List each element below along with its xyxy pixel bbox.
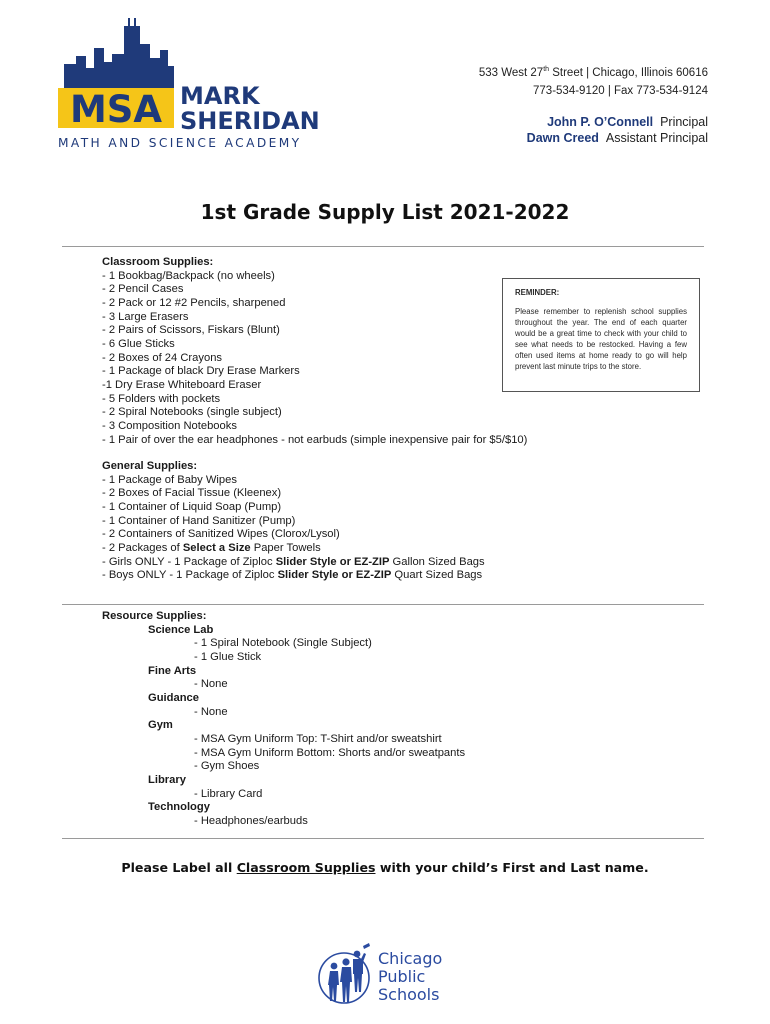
classroom-supplies (102, 256, 527, 447)
address-street: 533 West 27th Street | Chicago, Illinois 60616 (478, 66, 708, 79)
resource-section-technology: Technology (148, 801, 210, 814)
list-item: - MSA Gym Uniform Bottom: Shorts and/or sweatpants (194, 746, 466, 759)
resource-section-science-lab: Science Lab (148, 623, 214, 636)
list-item: - Headphones/earbuds (194, 814, 308, 827)
staff-assistant-principal: Dawn Creed Assistant Principal (526, 131, 708, 145)
list-item: - 2 Spiral Notebooks (single subject) (102, 406, 282, 419)
list-item: - 2 Pack or 12 #2 Pencils, sharpened (102, 296, 286, 309)
label-reminder-note: Please Label all Classroom Supplies with your child’s First and Last name. (121, 860, 649, 875)
general-heading: General Supplies: (102, 460, 198, 472)
logo-line-sheridan: SHERIDAN (180, 107, 320, 135)
list-item: - 1 Package of black Dry Erase Markers (102, 365, 300, 378)
cps-line-schools: Schools (378, 985, 440, 1004)
list-item: - MSA Gym Uniform Top: T-Shirt and/or sweatshirt (194, 732, 442, 745)
staff-principal: John P. O’Connell Principal (547, 115, 708, 129)
list-item: - None (194, 705, 228, 718)
reminder-text: Please remember to replenish school supplies throughout the year. The end of each quarter would be a great time to check with your child to see what needs to be restocked. Having a few often used items at home ready to go will help prevent last minute trips to the store. (515, 307, 687, 371)
classroom-heading: Classroom Supplies: (102, 256, 214, 268)
list-item: - 2 Pencil Cases (102, 283, 184, 296)
cps-logo (318, 940, 452, 1008)
resource-section-gym: Gym (148, 719, 173, 732)
resource-section-fine-arts: Fine Arts (148, 664, 197, 677)
msa-logo (58, 18, 330, 152)
reminder-box (502, 278, 700, 392)
logo-tagline: MATH AND SCIENCE ACADEMY (58, 136, 302, 150)
logo-line-mark: MARK (180, 82, 260, 110)
list-item: - 1 Glue Stick (194, 650, 262, 663)
divider-middle (62, 604, 704, 605)
list-item: - 5 Folders with pockets (102, 392, 221, 405)
list-item-girls: - Girls ONLY - 1 Package of Ziploc Slider Style or EZ-ZIP Gallon Sized Bags (102, 555, 485, 568)
list-item-towels: - 2 Packages of Select a Size Paper Towels (102, 541, 321, 554)
divider-top (62, 246, 704, 247)
list-item: - 1 Package of Baby Wipes (102, 473, 237, 486)
list-item: - 2 Boxes of Facial Tissue (Kleenex) (102, 487, 282, 500)
list-item: - 2 Boxes of 24 Crayons (102, 351, 223, 364)
list-item: - 2 Pairs of Scissors, Fiskars (Blunt) (102, 324, 280, 337)
list-item: - 1 Bookbag/Backpack (no wheels) (102, 269, 275, 282)
resource-heading: Resource Supplies: (102, 610, 207, 622)
cps-line-chicago: Chicago (378, 949, 443, 968)
list-item: -1 Dry Erase Whiteboard Eraser (102, 378, 262, 391)
list-item: - 3 Large Erasers (102, 310, 189, 323)
resource-section-guidance: Guidance (148, 691, 199, 704)
list-item-boys: - Boys ONLY - 1 Package of Ziploc Slider Style or EZ-ZIP Quart Sized Bags (102, 569, 483, 582)
list-item: - None (194, 678, 228, 691)
list-item: - 1 Container of Liquid Soap (Pump) (102, 500, 282, 513)
resource-section-library: Library (148, 773, 186, 786)
list-item: - 1 Pair of over the ear headphones - not earbuds (simple inexpensive pair for $5/$10) (102, 433, 528, 446)
page-title: 1st Grade Supply List 2021-2022 (200, 200, 570, 224)
list-item: - 1 Spiral Notebook (Single Subject) (194, 637, 372, 650)
reminder-heading: REMINDER: (515, 288, 560, 297)
list-item: - Library Card (194, 787, 263, 800)
address-phone: 773-534-9120 | Fax 773-534-9124 (533, 85, 708, 97)
list-item: - 2 Containers of Sanitized Wipes (Clorox/Lysol) (102, 528, 340, 541)
general-supplies (102, 460, 485, 583)
divider-bottom (62, 838, 704, 839)
list-item: - 3 Composition Notebooks (102, 419, 237, 432)
list-item: - 1 Container of Hand Sanitizer (Pump) (102, 514, 296, 527)
resource-supplies (102, 610, 465, 829)
list-item: - 6 Glue Sticks (102, 337, 175, 350)
cps-line-public: Public (378, 967, 426, 986)
list-item: - Gym Shoes (194, 760, 260, 773)
logo-abbr: MSA (69, 88, 163, 131)
